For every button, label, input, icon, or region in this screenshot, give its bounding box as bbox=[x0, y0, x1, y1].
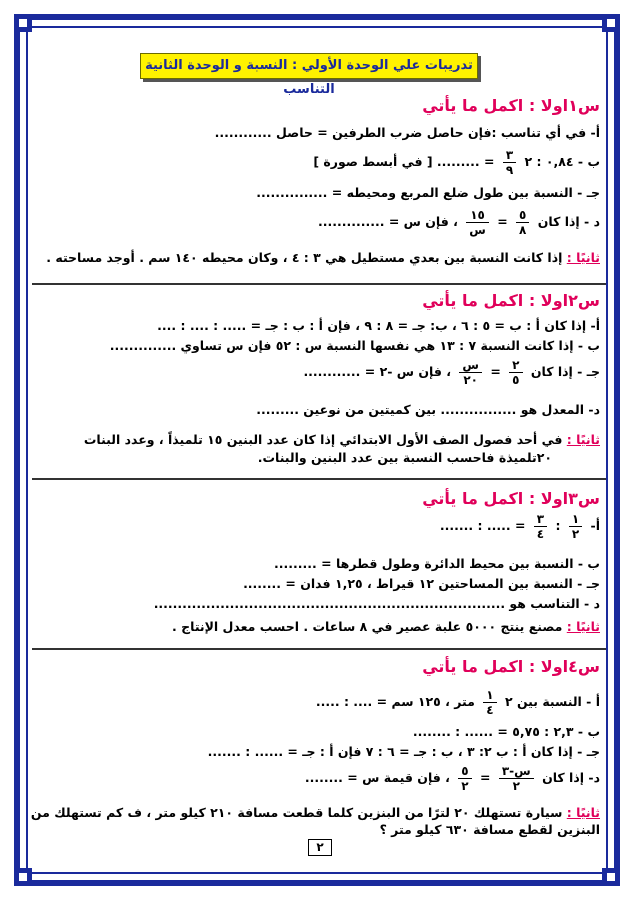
q1-d-post: ، فإن س = .............. bbox=[318, 214, 458, 229]
q2-heading: س٢اولا : اكمل ما يأتي bbox=[422, 291, 600, 310]
q1-b-whole: ٢ bbox=[524, 154, 533, 169]
q3-second-text: مصنع ينتج ٥٠٠٠ علبة عصير في ٨ ساعات . احسب معدل الإنتاج . bbox=[172, 619, 563, 634]
q3-a-f2-denominator: ٤ bbox=[536, 527, 545, 541]
q2-c-f2-denominator: ٢٠ bbox=[463, 373, 479, 387]
equals-sign: = bbox=[497, 214, 508, 229]
q1-b-pre: ب - ٠,٨٤ : bbox=[536, 154, 600, 169]
q1-second bbox=[38, 250, 600, 265]
colon-sign: : bbox=[555, 518, 561, 533]
q2-c-fraction-1 bbox=[509, 358, 522, 387]
equals-sign: = bbox=[490, 364, 501, 379]
q4-a-fraction bbox=[483, 688, 496, 717]
q3-a-f2-numerator: ٣ bbox=[534, 512, 547, 527]
q2-second-label: ثانيًا : bbox=[566, 432, 600, 447]
q2-second-line2: ٢٠تلميذة فاحسب النسبة بين عدد البنين والبنات. bbox=[257, 450, 552, 465]
q4-item-d bbox=[38, 764, 600, 793]
q4-d-f2-numerator: ٥ bbox=[458, 764, 471, 779]
q4-second bbox=[30, 805, 600, 820]
section-divider bbox=[32, 283, 606, 285]
q4-d-post: ، فإن قيمة س = ........ bbox=[304, 770, 450, 785]
q1-d-fraction-2 bbox=[466, 208, 489, 237]
q4-a-numerator: ١ bbox=[483, 688, 496, 703]
q3-a-f1-denominator: ٢ bbox=[571, 527, 580, 541]
q4-d-f1-numerator: س-٣ bbox=[499, 764, 534, 779]
q4-second-label: ثانيًا : bbox=[566, 805, 600, 820]
q2-second-text: في أحد فصول الصف الأول الابتدائي إذا كان عدد البنين ١٥ تلميذاً ، وعدد البنات bbox=[83, 432, 563, 447]
q4-d-pre: د- إذا كان bbox=[542, 770, 600, 785]
q4-d-f2-denominator: ٢ bbox=[461, 779, 469, 793]
q4-item-a bbox=[38, 688, 600, 717]
q1-d-f2-denominator: س bbox=[469, 223, 486, 237]
q2-c-post: ، فإن س -٢ = ............ bbox=[303, 364, 452, 379]
section-divider bbox=[32, 648, 606, 650]
q3-a-pre: أ- bbox=[590, 518, 600, 533]
q1-item-d bbox=[38, 208, 600, 237]
q3-item-c: جـ - النسبة بين المساحتين ١٢ قيراط ، ١,٢٥ فدان = ........ bbox=[243, 576, 600, 591]
section-divider bbox=[32, 478, 606, 480]
q3-a-post: = ..... : ....... bbox=[439, 518, 526, 533]
q1-item-b bbox=[38, 148, 600, 177]
q3-item-d: د - التناسب هو .......................................................................... bbox=[153, 596, 600, 611]
q1-b-denominator: ٩ bbox=[505, 163, 514, 177]
q2-item-a: أ- إذا كان أ : ب = ٥ : ٦ ، ب: جـ = ٨ : ٩ ، فإن أ : ب : جـ = ..... : .... : .... bbox=[157, 318, 600, 333]
q3-a-f1-numerator: ١ bbox=[569, 512, 582, 527]
q2-c-f1-numerator: ٢ bbox=[509, 358, 522, 373]
q2-item-d: د- المعدل هو ................ بين كميتين من نوعين ......... bbox=[256, 402, 600, 417]
q1-item-c: جـ - النسبة بين طول ضلع المربع ومحيطه = ............... bbox=[256, 185, 600, 200]
page-number: ٢ bbox=[308, 839, 332, 856]
q3-a-fraction-2 bbox=[534, 512, 547, 541]
corner-ornament bbox=[602, 14, 620, 32]
q2-second bbox=[38, 432, 600, 447]
q3-heading: س٣اولا : اكمل ما يأتي bbox=[422, 489, 600, 508]
q4-d-f1-denominator: ٢ bbox=[512, 779, 520, 793]
q4-heading: س٤اولا : اكمل ما يأتي bbox=[422, 657, 600, 676]
q1-second-text: إذا كانت النسبة بين بعدي مستطيل هي ٣ : ٤ ، وكان محيطه ١٤٠ سم . أوجد مساحته . bbox=[46, 250, 563, 265]
q1-d-f1-numerator: ٥ bbox=[516, 208, 529, 223]
q1-b-post: = ......... [ في أبسط صورة ] bbox=[313, 154, 495, 169]
q4-d-fraction-1 bbox=[499, 764, 534, 793]
q2-c-f1-denominator: ٥ bbox=[512, 373, 520, 387]
q4-d-fraction-2 bbox=[458, 764, 471, 793]
q3-item-b: ب - النسبة بين محيط الدائرة وطول قطرها = ......... bbox=[274, 556, 600, 571]
q3-second bbox=[38, 619, 600, 634]
q4-second-text: سيارة تستهلك ٢٠ لترًا من البنزين كلما قطعت مسافة ٢١٠ كيلو متر ، ف كم تستهلك من bbox=[30, 805, 563, 820]
corner-ornament bbox=[14, 14, 32, 32]
q1-heading: س١اولا : اكمل ما يأتي bbox=[422, 96, 600, 115]
q1-b-fraction bbox=[503, 148, 516, 177]
q1-second-label: ثانيًا : bbox=[566, 250, 600, 265]
q2-item-c bbox=[38, 358, 600, 387]
corner-ornament bbox=[602, 868, 620, 886]
q3-item-a bbox=[38, 512, 600, 541]
q4-second-line2: البنزين لقطع مسافة ٦٣٠ كيلو متر ؟ bbox=[379, 822, 600, 837]
worksheet-title: تدريبات علي الوحدة الأولي : النسبة و الوحدة الثانية التناسب bbox=[140, 53, 478, 79]
q2-c-pre: جـ - إذا كان bbox=[530, 364, 600, 379]
q1-d-pre: د - إذا كان bbox=[537, 214, 600, 229]
corner-ornament bbox=[14, 868, 32, 886]
q3-a-fraction-1 bbox=[569, 512, 582, 541]
q2-c-f2-numerator: س bbox=[459, 358, 482, 373]
q4-a-pre: أ - النسبة بين bbox=[516, 694, 600, 709]
q4-a-denominator: ٤ bbox=[486, 703, 494, 717]
q1-b-numerator: ٣ bbox=[503, 148, 516, 163]
q4-a-whole: ٢ bbox=[504, 694, 513, 709]
q2-item-b: ب - إذا كانت النسبة ٧ : ١٣ هي نفسها النسبة س : ٥٢ فإن س تساوي .............. bbox=[109, 338, 600, 353]
q1-item-a: أ- في أي تناسب :فإن حاصل ضرب الطرفين = حاصل ............ bbox=[214, 125, 600, 140]
equals-sign: = bbox=[479, 770, 491, 785]
q4-item-b: ب - ٢,٣ : ٥,٧٥ = ...... : ........ bbox=[412, 724, 600, 739]
q4-item-c: جـ - إذا كان أ : ب ٢: ٣ ، ب : جـ = ٦ : ٧ فإن أ : جـ = ...... : ....... bbox=[207, 744, 600, 759]
q3-second-label: ثانيًا : bbox=[566, 619, 600, 634]
q1-d-fraction-1 bbox=[516, 208, 529, 237]
q4-a-post: متر ، ١٢٥ سم = .... : ..... bbox=[315, 694, 475, 709]
q1-d-f2-numerator: ١٥ bbox=[466, 208, 489, 223]
q1-d-f1-denominator: ٨ bbox=[519, 223, 527, 237]
q2-c-fraction-2 bbox=[459, 358, 482, 387]
